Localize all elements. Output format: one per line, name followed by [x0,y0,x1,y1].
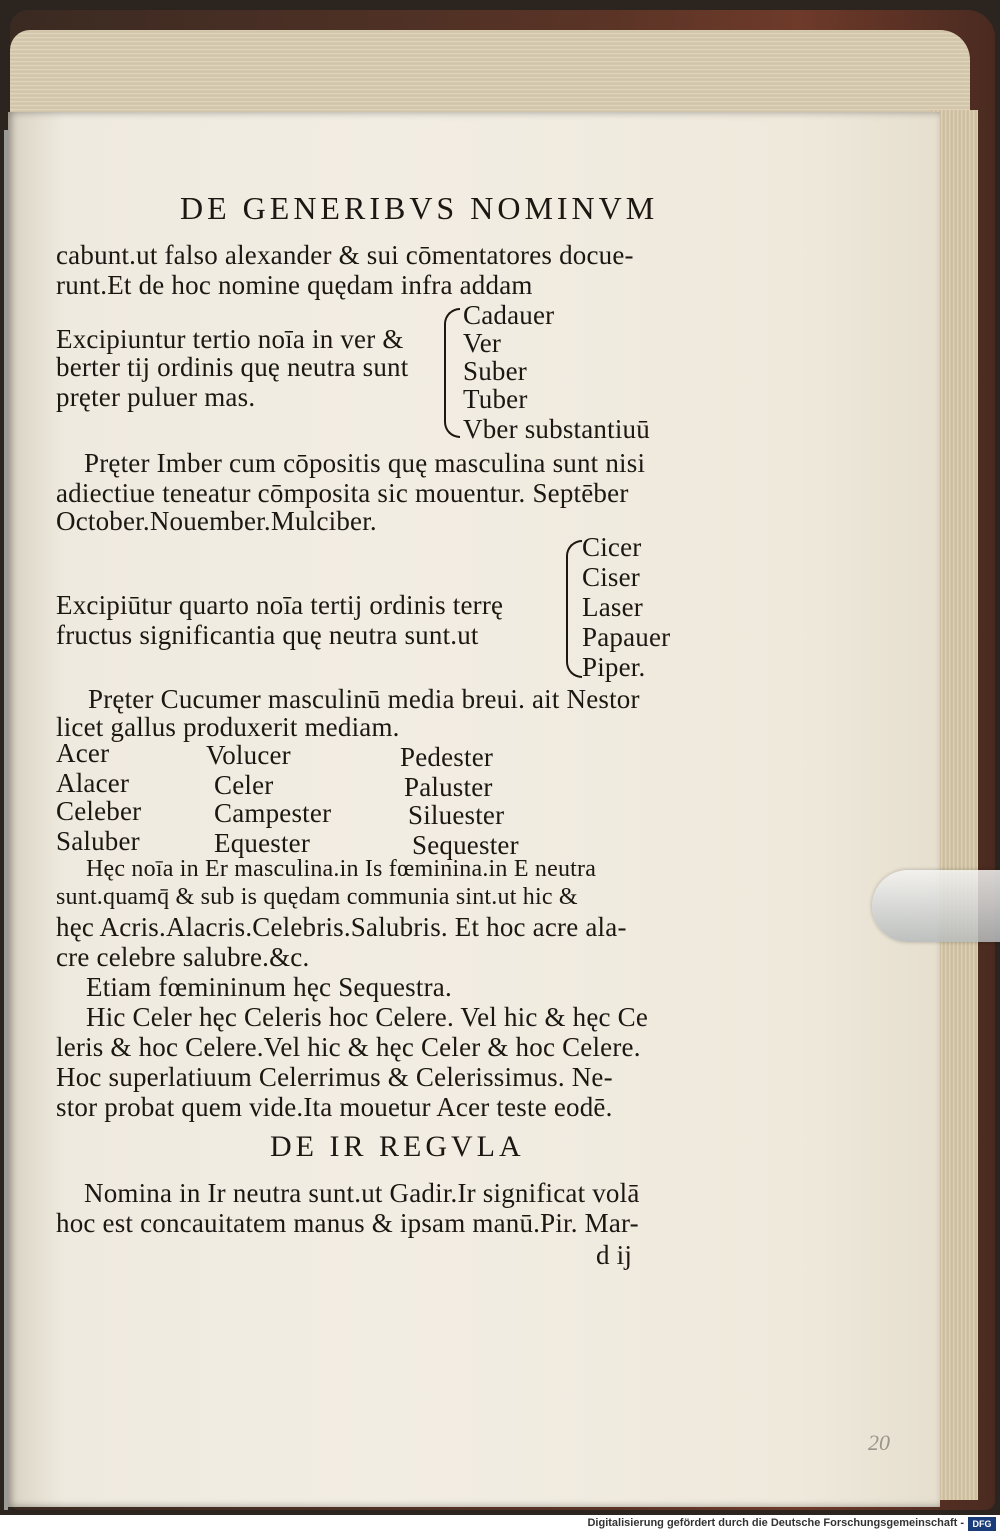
text-line: cre celebre salubre.&c. [56,942,310,972]
dfg-logo-icon: DFG [968,1517,996,1531]
pencil-folio-note: 20 [868,1430,890,1455]
text-line: Hic Celer hęc Celeris hoc Celere. Vel hic & hęc Ce [86,1002,649,1032]
page-edges-top [10,30,970,125]
brace-item: Tuber [463,384,528,414]
text-line: Pręter Imber cum cōpositis quę masculina sunt nisi [84,448,646,478]
table-word: Siluester [408,800,505,830]
page-heading: DE GENERIBVS NOMINVM [180,190,659,226]
brace-item: Ver [463,328,502,358]
text-line: licet gallus produxerit mediam. [56,712,400,742]
table-word: Paluster [404,772,493,802]
text-line: Excipiuntur tertio noīa in ver & [56,324,404,354]
text-line: Etiam fœmininum hęc Sequestra. [86,972,452,1002]
section-heading: DE IR REGVLA [270,1130,525,1163]
table-word: Campester [214,798,332,828]
text-line: cabunt.ut falso alexander & sui cōmentatores docue- [56,240,634,270]
page-clip [872,870,1000,942]
text-line: Nomina in Ir neutra sunt.ut Gadir.Ir significat volā [84,1178,640,1208]
text-line: berter tij ordinis quę neutra sunt [56,352,409,382]
curly-brace [566,540,582,678]
table-word: Saluber [56,826,140,856]
table-word: Celeber [56,796,142,826]
footer-bar [0,1515,1000,1535]
brace-item: Vber substantiuū [463,414,650,444]
text-line: pręter puluer mas. [56,382,256,412]
text-line: hęc Acris.Alacris.Celebris.Salubris. Et hoc acre ala- [56,912,627,942]
table-word: Celer [214,770,274,800]
text-line: Hoc superlatiuum Celerrimus & Celerissimus. Ne- [56,1062,613,1092]
table-word: Acer [56,738,110,768]
text-line: stor probat quem vide.Ita mouetur Acer teste eodē. [56,1092,613,1122]
text-line: adiectiue teneatur cōmposita sic mouentur. Septēber [56,478,629,508]
book-page [8,112,940,1507]
footer-credit: Digitalisierung gefördert durch die Deutsche Forschungsgemeinschaft - [587,1517,964,1529]
text-line: Hęc noīa in Er masculina.in Is fœminina.in E neutra [86,856,597,882]
text-line: Excipiūtur quarto noīa tertij ordinis terrę [56,590,504,620]
brace-item: Piper. [582,652,646,682]
curly-brace [444,308,460,438]
table-word: Equester [214,828,311,858]
table-word: Volucer [206,740,291,770]
text-line: runt.Et de hoc nomine quędam infra addam [56,270,533,300]
signature-mark: d ij [596,1240,633,1270]
table-word: Pedester [400,742,494,772]
text-line: leris & hoc Celere.Vel hic & hęc Celer & hoc Celere. [56,1032,641,1062]
text-line: October.Nouember.Mulciber. [56,506,377,536]
text-line: Pręter Cucumer masculinū media breui. ait Nestor [88,684,640,714]
brace-item: Ciser [582,562,640,592]
text-line: fructus significantia quę neutra sunt.ut [56,620,479,650]
brace-item: Suber [463,356,527,386]
text-line: sunt.quamq̄ & sub is quędam communia sint.ut hic & [56,884,578,910]
table-word: Alacer [56,768,130,798]
brace-item: Papauer [582,622,671,652]
brace-item: Cadauer [463,300,555,330]
brace-item: Laser [582,592,643,622]
text-line: hoc est concauitatem manus & ipsam manū.Pir. Mar- [56,1208,639,1238]
table-word: Sequester [412,830,519,860]
brace-item: Cicer [582,532,642,562]
